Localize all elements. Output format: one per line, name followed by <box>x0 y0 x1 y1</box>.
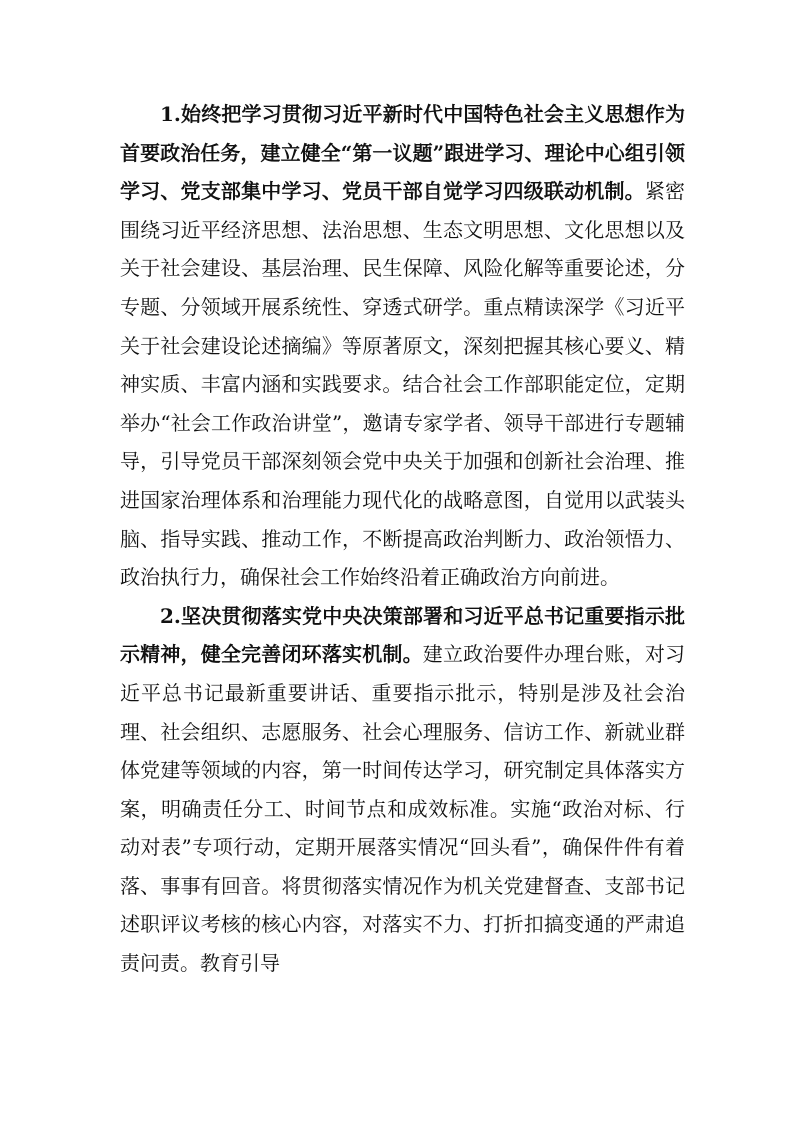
paragraph-1 <box>120 95 685 597</box>
paragraph-2-lead: 坚决贯彻落实党中央决策部署和习近平总书记重要指示批示精神，健全完善闭环落实机制。 <box>120 603 685 667</box>
paragraph-1-body: 紧密围绕习近平经济思想、法治思想、生态文明思想、文化思想以及关于社会建设、基层治理、民生保障、风险化解等重要论述，分专题、分领域开展系统性、穿透式研学。重点精读深学《习近平关于社会建设论述摘编》等原著原文，深刻把握其核心要义、精神实质、丰富内涵和实践要求。结合社会工作部职能定位，定期举办“社会工作政治讲堂”，邀请专家学者、领导干部进行专题辅导，引导党员干部深刻领会党中央关于加强和创新社会治理、推进国家治理体系和治理能力现代化的战略意图，自觉用以武装头脑、指导实践、推动工作，不断提高政治判断力、政治领悟力、政治执行力，确保社会工作始终沿着正确政治方向前进。 <box>120 179 686 590</box>
paragraph-2 <box>120 597 685 983</box>
paragraph-2-body: 建立政治要件办理台账，对习近平总书记最新重要讲话、重要指示批示，特别是涉及社会治理、社会组织、志愿服务、社会心理服务、信访工作、新就业群体党建等领域的内容，第一时间传达学习，研究制定具体落实方案，明确责任分工、时间节点和成效标准。实施“政治对标、行动对表”专项行动，定期开展落实情况“回头看”，确保件件有着落、事事有回音。将贯彻落实情况作为机关党建督查、支部书记述职评议考核的核心内容，对落实不力、打折扣搞变通的严肃追责问责。教育引导 <box>120 642 686 976</box>
paragraph-2-number: 2. <box>160 603 181 628</box>
paragraph-1-lead: 始终把学习贯彻习近平新时代中国特色社会主义思想作为首要政治任务，建立健全“第一议题”跟进学习、理论中心组引领学习、党支部集中学习、党员干部自觉学习四级联动机制。 <box>120 102 685 204</box>
document-body <box>120 95 685 983</box>
paragraph-1-number: 1. <box>160 102 181 126</box>
